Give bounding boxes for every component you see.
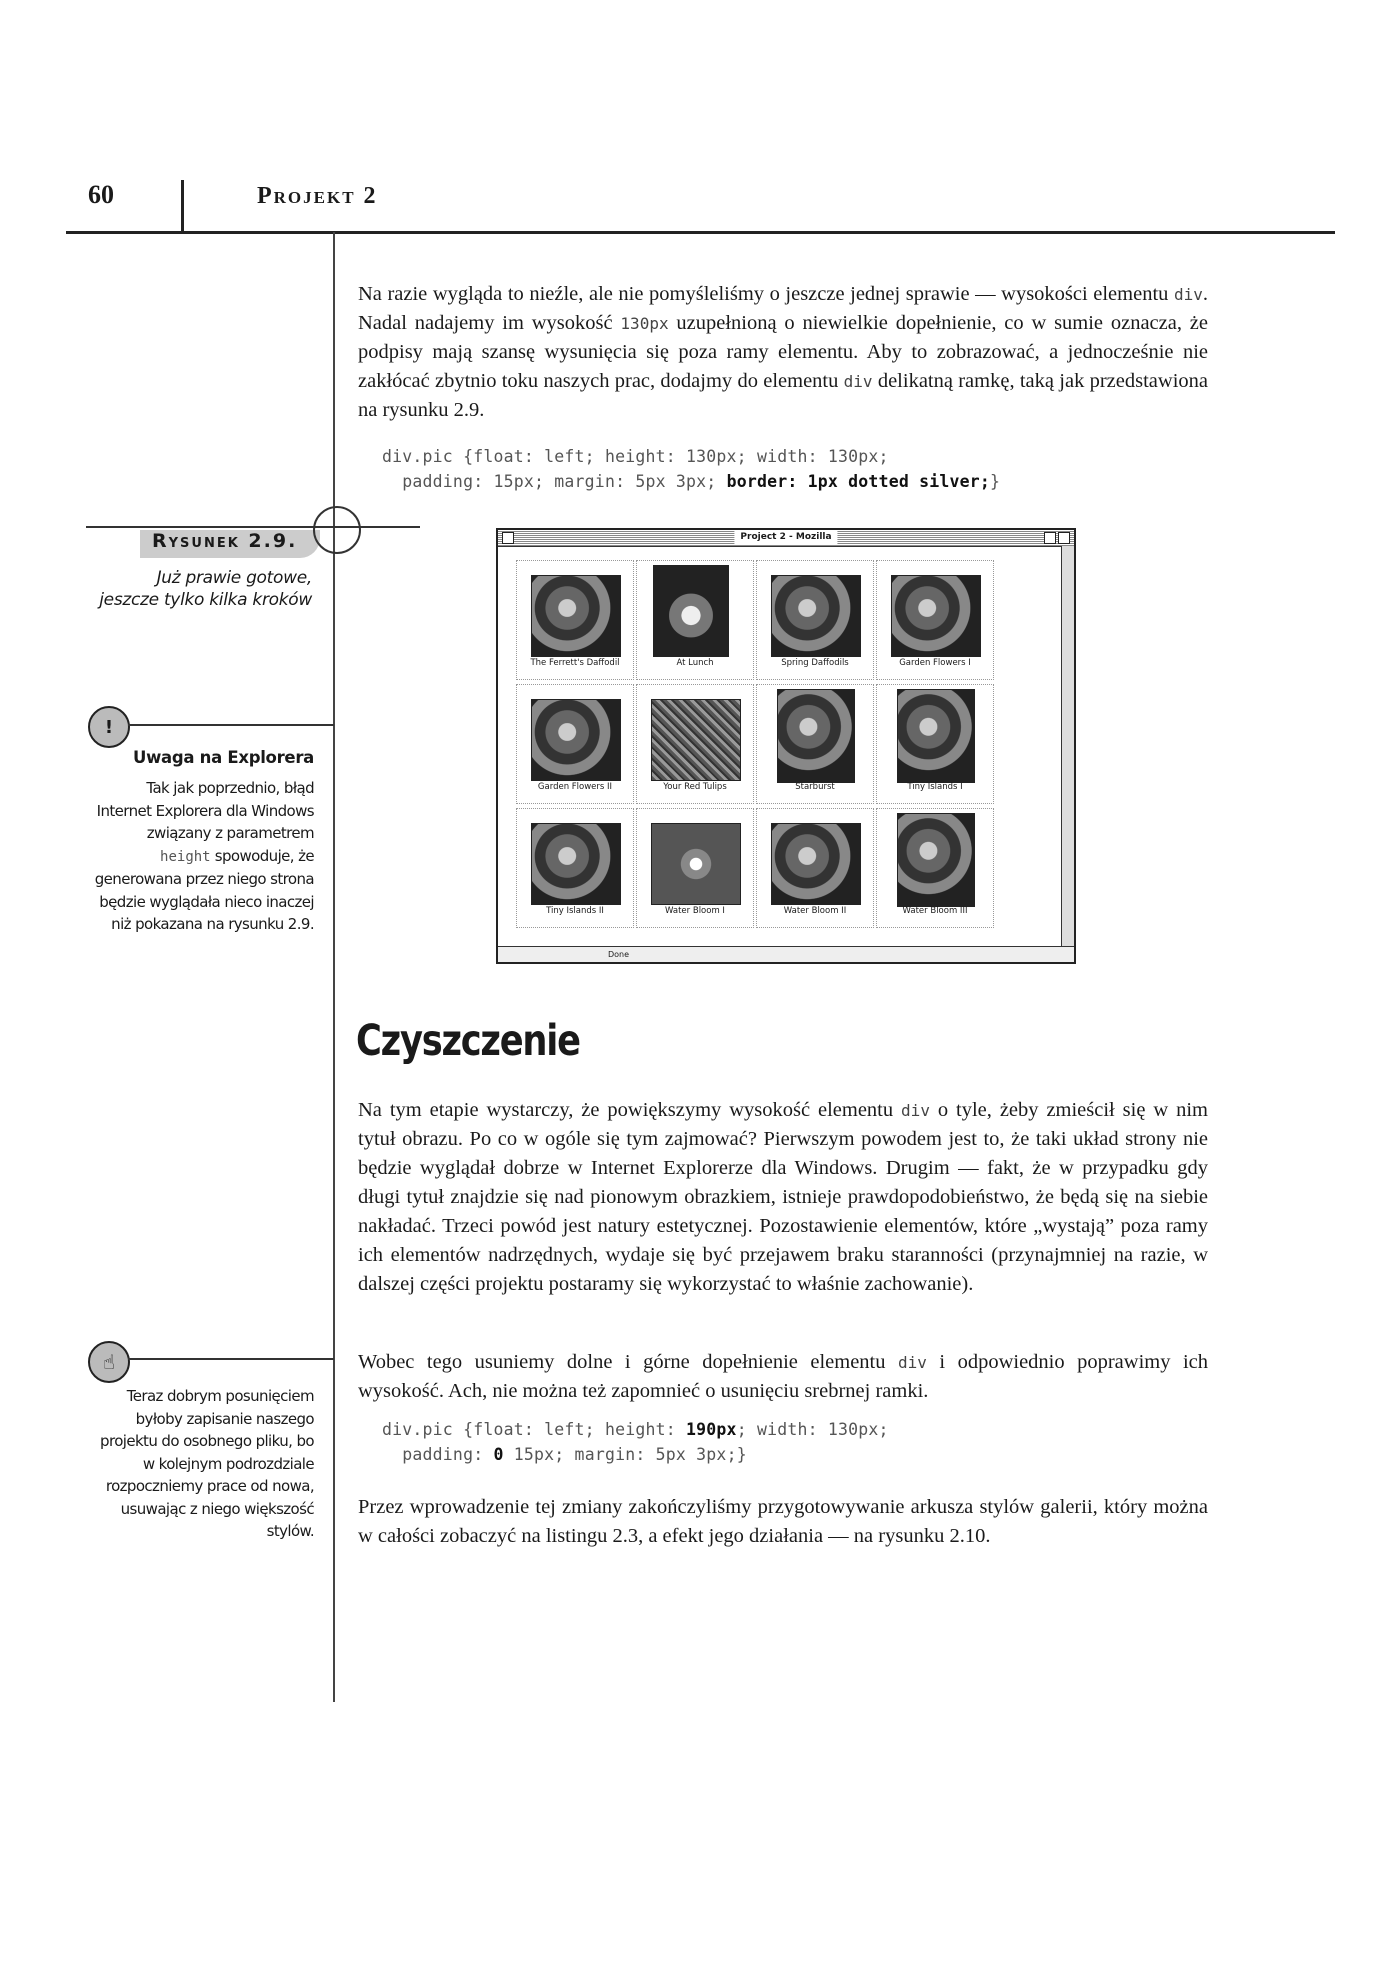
thumbnail-cell xyxy=(516,684,634,804)
thumbnail-image xyxy=(531,699,621,781)
thumbnail-cell xyxy=(636,808,754,928)
figure-rule xyxy=(86,526,420,528)
thumbnail-image xyxy=(651,823,741,905)
thumbnail-title: At Lunch xyxy=(676,658,714,668)
caption-line: Już prawie gotowe, xyxy=(156,568,312,588)
note-rule xyxy=(128,1358,334,1360)
thumbnail-image xyxy=(653,565,729,657)
zoom-box-icon xyxy=(1044,532,1056,544)
window-title: Project 2 - Mozilla xyxy=(734,530,837,545)
thumbnail-title: Water Bloom II xyxy=(783,906,847,916)
thumbnail-cell xyxy=(636,684,754,804)
header-separator xyxy=(181,180,184,232)
paragraph-cleanup: Na tym etapie wystarczy, że powiększymy wysokość elementu div o tyle, żeby zmieścił się w nim tytuł obrazu. Po co w ogóle się tym zajmować? Pierwszym powodem jest to, że taki układ strony nie będzie wyglądał dobrze w Internet Explorerze dla Windows. Drugim — fakt, że w przypadku gdy długi tytuł znajdzie się nad pionowym obrazkiem, istnieje prawdopodobieństwo, że będą się na siebie nakładać. Trzeci powód jest natury estetycznej. Pozostawienie elementów, które „wystają” poza ramy ich elementów nadrzędnych, wydaje się być przejawem braku staranności (przynajmniej na razie, w dalszej części projektu postaramy się wykorzystać to właśnie zachowanie). xyxy=(358,1099,1208,1295)
note-rule xyxy=(128,724,334,726)
thumbnail-title: Garden Flowers I xyxy=(899,658,971,668)
thumbnail-gallery xyxy=(516,560,1036,928)
thumbnail-title: Starburst xyxy=(795,782,835,792)
thumbnail-cell xyxy=(756,684,874,804)
note-body: Teraz dobrym posunięciem byłoby zapisanie naszego projektu do osobnego pliku, bo w kolejnym podrozdziale rozpoczniemy prace od nowa, usuwając z niego większość stylów. xyxy=(100,1387,314,1540)
thumbnail-image xyxy=(771,575,861,657)
code-line: div.pic {float: left; height: 190px; width: 130px; xyxy=(382,1420,889,1439)
thumbnail-image xyxy=(897,813,975,907)
thumbnail-image xyxy=(651,699,741,781)
caption-line: jeszcze tylko kilka kroków xyxy=(99,590,312,610)
thumbnail-image xyxy=(891,575,981,657)
thumbnail-title: Spring Daffodils xyxy=(781,658,849,668)
thumbnail-title: Your Red Tulips xyxy=(663,782,727,792)
thumbnail-cell xyxy=(756,560,874,680)
figure-label: Rysunek 2.9. xyxy=(152,530,298,552)
header-rule xyxy=(66,231,1335,234)
thumbnail-cell xyxy=(876,808,994,928)
figure-screenshot xyxy=(496,528,1076,964)
thumbnail-cell xyxy=(876,560,994,680)
thumbnail-cell xyxy=(756,808,874,928)
warning-icon: ! xyxy=(88,706,130,748)
thumbnail-title: Garden Flowers II xyxy=(537,782,613,792)
paragraph-removal: Wobec tego usuniemy dolne i górne dopełnienie elementu div i odpowiednio poprawimy ich wysokość. Ach, nie można też zapomnieć o usunięciu srebrnej ramki. xyxy=(358,1351,1209,1402)
code-line: padding: 0 15px; margin: 5px 3px;} xyxy=(382,1445,747,1464)
thumbnail-title: Tiny Islands II xyxy=(546,906,604,916)
paragraph-intro: Na razie wygląda to nieźle, ale nie pomyśleliśmy o jeszcze jednej sprawie — wysokości elementu div. Nadal nadajemy im wysokość 130px uzupełnioną o niewielkie dopełnienie, co w sumie oznacza, że podpisy mają szansę wysunięcia się poza ramy elementu. Aby to zobrazować, a jednocześnie nie zakłócać zbytnio toku naszych prac, dodajmy do elementu div delikatną ramkę, taką jak przedstawiona na rysunku 2.9. xyxy=(358,283,1208,421)
thumbnail-image xyxy=(531,575,621,657)
thumbnail-image xyxy=(897,689,975,783)
page-number: 60 xyxy=(88,180,114,209)
scrollbar xyxy=(1061,546,1074,946)
paragraph-summary: Przez wprowadzenie tej zmiany zakończyliśmy przygotowywanie arkusza stylów galerii, który można w całości zobaczyć na listingu 2.3, a efekt jego działania — na rysunku 2.10. xyxy=(358,1496,1208,1547)
status-bar: Done xyxy=(498,946,1074,962)
thumbnail-image xyxy=(531,823,621,905)
thumbnail-cell xyxy=(516,808,634,928)
code-line: padding: 15px; margin: 5px 3px; border: 1px dotted silver;} xyxy=(382,472,1001,491)
thumbnail-cell xyxy=(636,560,754,680)
code-line: div.pic {float: left; height: 130px; width: 130px; xyxy=(382,447,889,466)
thumbnail-cell xyxy=(516,560,634,680)
figure-caption xyxy=(72,567,312,611)
section-heading: Czyszczenie xyxy=(356,1016,580,1066)
thumbnail-title: Tiny Islands I xyxy=(907,782,963,792)
thumbnail-title: Water Bloom I xyxy=(665,906,725,916)
running-head: Projekt 2 xyxy=(257,183,378,209)
thumbnail-title: Water Bloom III xyxy=(902,906,968,916)
crosshair-icon xyxy=(313,506,361,554)
note-title: Uwaga na Explorera xyxy=(132,748,314,767)
thumbnail-title: The Ferrett's Daffodil xyxy=(530,658,620,668)
note-body: Tak jak poprzednio, błąd Internet Explorera dla Windows związany z parametrem height spowoduje, że generowana przez niego strona będzie wyglądała nieco inaczej niż pokazana na rysunku 2.9. xyxy=(94,779,314,933)
close-box-icon xyxy=(502,532,514,544)
collapse-box-icon xyxy=(1058,532,1070,544)
window-titlebar xyxy=(498,530,1074,547)
thumbnail-image xyxy=(771,823,861,905)
thumbnail-cell xyxy=(876,684,994,804)
thumbnail-image xyxy=(777,689,855,783)
column-divider xyxy=(333,232,335,1702)
pointing-hand-icon: ☝ xyxy=(88,1341,130,1383)
